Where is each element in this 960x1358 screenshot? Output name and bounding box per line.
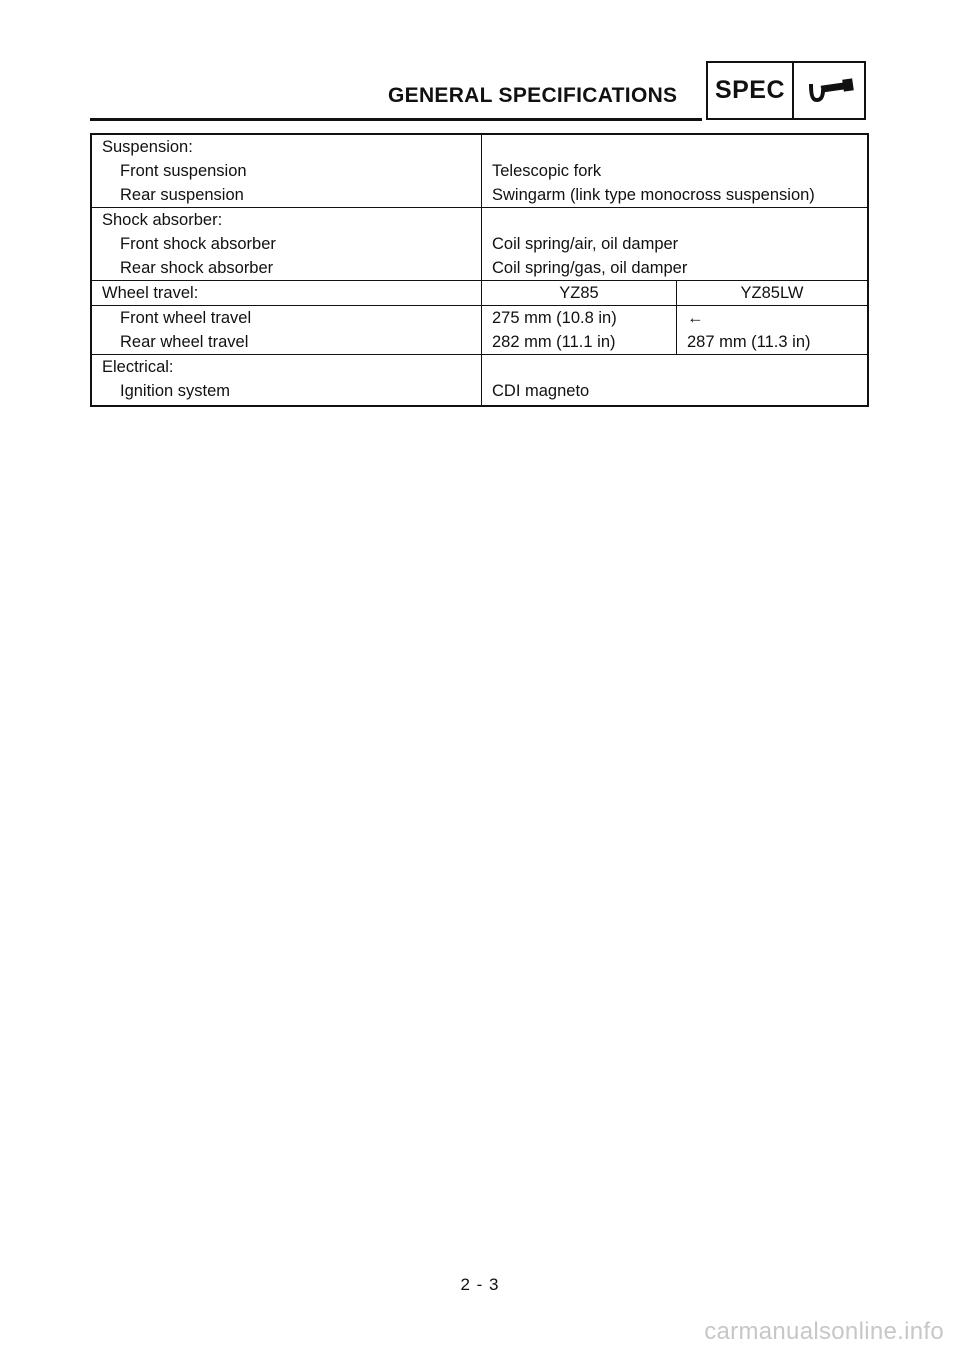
spec-label: Rear suspension: [120, 186, 244, 204]
spec-label: Ignition system: [120, 382, 231, 400]
table-row: [91, 134, 868, 159]
page-number: 2 - 3: [460, 1275, 500, 1294]
model-header-yz85lw: YZ85LW: [677, 281, 869, 306]
group-heading: Electrical:: [91, 355, 482, 380]
spec-label: Front shock absorber: [120, 235, 276, 253]
table-row: [91, 306, 868, 331]
spec-value: Swingarm (link type monocross suspension): [482, 183, 869, 208]
group-heading: Wheel travel:: [91, 281, 482, 306]
group-heading: Suspension:: [91, 134, 482, 159]
table-row: [91, 256, 868, 281]
specifications-table: [90, 133, 869, 407]
table-row: [91, 330, 868, 355]
spec-label: Rear shock absorber: [120, 259, 274, 277]
title-underline: [90, 118, 702, 121]
section-badge: [706, 61, 866, 120]
wrench-icon: [794, 63, 864, 118]
spec-label: Front suspension: [120, 162, 247, 180]
watermark-url: carmanualsonline.info: [704, 1318, 944, 1345]
table-row: [91, 183, 868, 208]
spec-label: Front wheel travel: [120, 309, 252, 327]
table-row: [91, 355, 868, 380]
spec-value-yz85: 275 mm (10.8 in): [482, 306, 677, 331]
table-row: [91, 379, 868, 406]
page-title: GENERAL SPECIFICATIONS: [388, 84, 678, 107]
model-header-yz85: YZ85: [482, 281, 677, 306]
table-row: [91, 281, 868, 306]
spec-label: SPEC: [708, 63, 794, 118]
spec-value-yz85lw: ←: [677, 306, 869, 331]
spec-value-yz85lw: 287 mm (11.3 in): [677, 330, 869, 355]
spec-label: Rear wheel travel: [120, 333, 249, 351]
spec-value: Telescopic fork: [482, 159, 869, 183]
spec-value: CDI magneto: [482, 379, 869, 406]
group-heading: Shock absorber:: [91, 208, 482, 233]
table-row: [91, 159, 868, 183]
spec-value: Coil spring/air, oil damper: [482, 232, 869, 256]
table-row: [91, 232, 868, 256]
table-row: [91, 208, 868, 233]
spec-value: Coil spring/gas, oil damper: [482, 256, 869, 281]
spec-value-yz85: 282 mm (11.1 in): [482, 330, 677, 355]
